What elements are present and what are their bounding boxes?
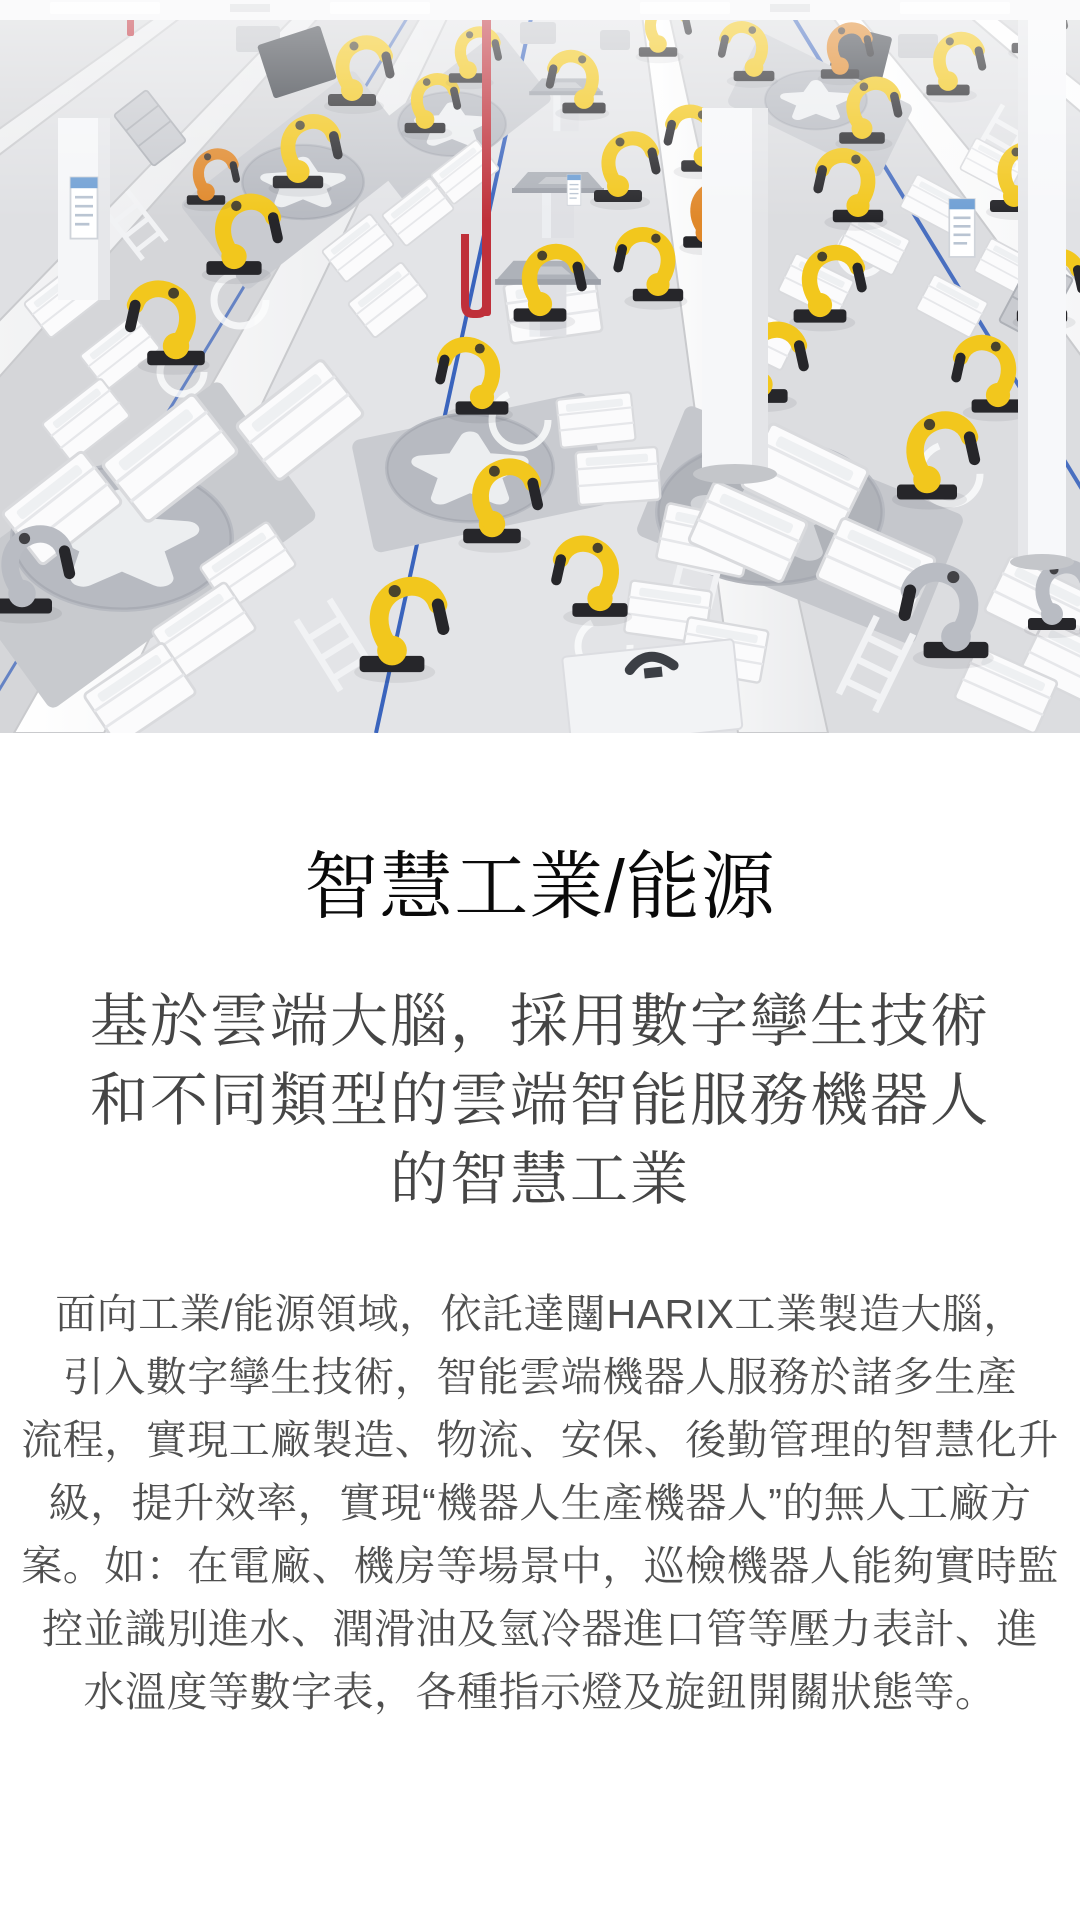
- body-line: 引入數字孿生技術，智能雲端機器人服務於諸多生產: [62, 1354, 1018, 1400]
- factory-image: [0, 0, 1080, 733]
- body-line: 案。如：在電廠、機房等場景中，巡檢機器人能夠實時監: [21, 1543, 1059, 1589]
- body-line: 級，提升效率，實現“機器人生產機器人”的無人工廠方: [48, 1480, 1032, 1526]
- subtitle-line: 基於雲端大腦，採用數字孿生技術: [89, 989, 990, 1054]
- body-line: 流程，實現工廠製造、物流、安保、後勤管理的智慧化升: [21, 1417, 1059, 1463]
- body-line: 控並識別進水、潤滑油及氫冷器進口管等壓力表計、進: [42, 1606, 1038, 1652]
- subtitle-line: 和不同類型的雲端智能服務機器人: [89, 1068, 990, 1133]
- body-line: 面向工業/能源領域，依託達闥HARIX工業製造大腦，: [55, 1291, 1025, 1337]
- page-title: 智慧工業/能源: [304, 845, 776, 928]
- section-body-paragraph: [0, 1283, 1080, 1724]
- subtitle-line: 的智慧工業: [389, 1147, 690, 1212]
- factory-scene-illustration: [0, 0, 1080, 733]
- body-line: 水溫度等數字表，各種指示燈及旋鈕開關狀態等。: [83, 1669, 997, 1715]
- section-subtitle: [0, 982, 1080, 1219]
